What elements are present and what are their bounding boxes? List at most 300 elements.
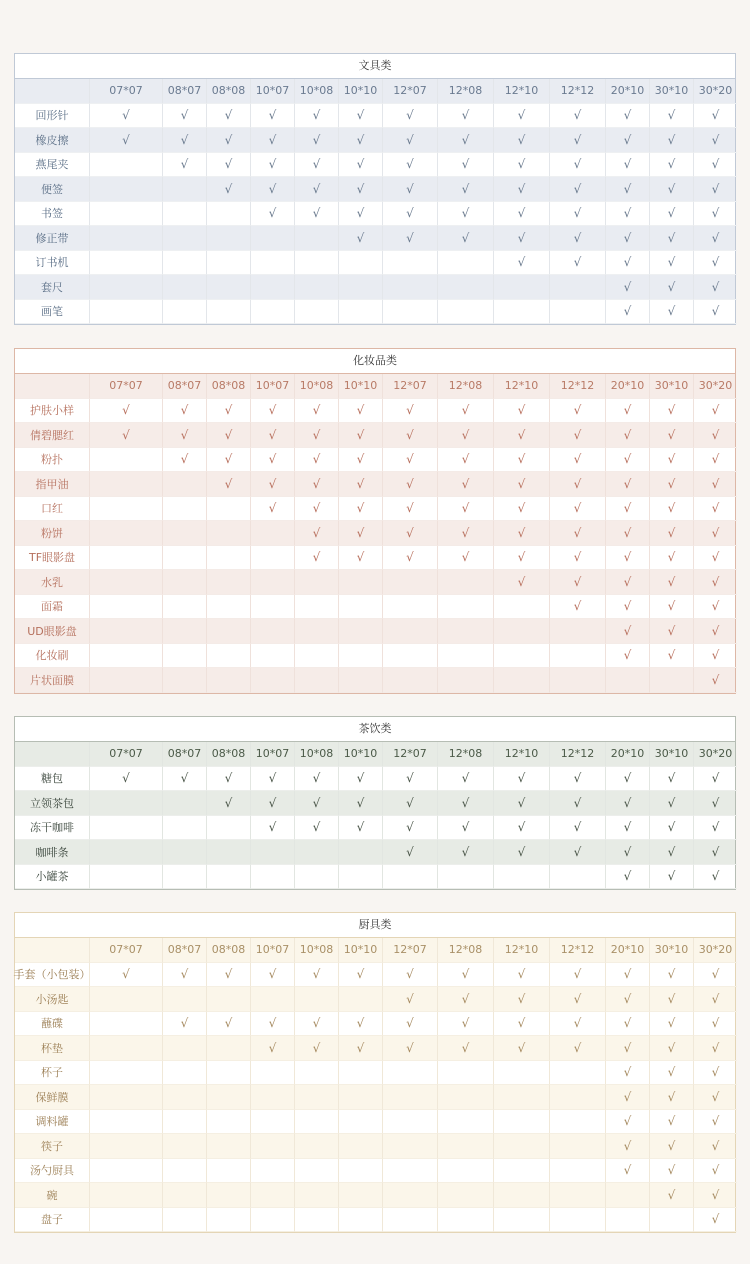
table-cell xyxy=(494,472,550,497)
table-cell xyxy=(163,987,207,1012)
check-mark: √ xyxy=(623,599,632,614)
check-mark: √ xyxy=(461,230,470,245)
table-cell xyxy=(438,1036,494,1061)
check-mark: √ xyxy=(667,230,676,245)
check-mark: √ xyxy=(623,795,632,810)
check-mark: √ xyxy=(667,476,676,491)
table-cell xyxy=(550,1012,606,1037)
table-cell xyxy=(694,865,737,890)
check-mark: √ xyxy=(356,525,365,540)
table-cell xyxy=(694,987,737,1012)
table-cell xyxy=(251,595,295,620)
table-cell xyxy=(207,521,251,546)
check-mark: √ xyxy=(573,967,582,982)
table-cell xyxy=(606,1012,650,1037)
table-cell xyxy=(207,202,251,227)
check-mark: √ xyxy=(623,1138,632,1153)
check-mark: √ xyxy=(711,403,720,418)
check-mark: √ xyxy=(667,795,676,810)
table-cell xyxy=(606,644,650,669)
size-header: 30*10 xyxy=(650,374,694,399)
check-mark: √ xyxy=(517,255,526,270)
table-row xyxy=(15,1012,735,1037)
table-cell xyxy=(606,1061,650,1086)
table-cell xyxy=(207,153,251,178)
table-row xyxy=(15,202,735,227)
table-cell xyxy=(90,1061,163,1086)
table-row xyxy=(15,1134,735,1159)
check-mark: √ xyxy=(406,1040,414,1055)
check-mark: √ xyxy=(623,501,632,516)
table-cell xyxy=(550,1036,606,1061)
table-row xyxy=(15,1061,735,1086)
check-mark: √ xyxy=(711,648,720,663)
table-cell xyxy=(295,791,339,816)
table-title: 化妆品类 xyxy=(15,349,735,374)
table-cell xyxy=(650,300,694,325)
table-cell xyxy=(438,865,494,890)
table-cell xyxy=(295,619,339,644)
table-cell xyxy=(606,570,650,595)
check-mark: √ xyxy=(573,820,582,835)
table-cell xyxy=(606,546,650,571)
table-cell xyxy=(163,521,207,546)
table-cell xyxy=(550,399,606,424)
table-cell xyxy=(251,1183,295,1208)
table-cell xyxy=(163,668,207,693)
table-cell xyxy=(383,1110,438,1135)
table-cell xyxy=(207,399,251,424)
table-cell xyxy=(438,767,494,792)
check-mark: √ xyxy=(623,108,632,123)
item-name: 书签 xyxy=(15,202,90,227)
table-cell xyxy=(494,1208,550,1233)
table-cell xyxy=(694,104,737,129)
item-name: 套尺 xyxy=(15,275,90,300)
check-mark: √ xyxy=(517,427,526,442)
size-header: 08*08 xyxy=(207,938,251,963)
table-cell xyxy=(383,153,438,178)
check-mark: √ xyxy=(623,181,632,196)
table-cell xyxy=(438,226,494,251)
table-cell xyxy=(207,1036,251,1061)
check-mark: √ xyxy=(623,476,632,491)
table-title: 厨具类 xyxy=(15,913,735,938)
header-row xyxy=(15,374,735,399)
table-cell xyxy=(295,987,339,1012)
check-mark: √ xyxy=(667,255,676,270)
check-mark: √ xyxy=(268,427,277,442)
check-mark: √ xyxy=(667,1040,676,1055)
size-header: 07*07 xyxy=(90,938,163,963)
table-cell xyxy=(650,644,694,669)
check-mark: √ xyxy=(573,476,582,491)
check-mark: √ xyxy=(461,1040,470,1055)
stationery-table xyxy=(14,53,736,325)
table-cell xyxy=(251,275,295,300)
check-mark: √ xyxy=(573,108,582,123)
table-cell xyxy=(90,1183,163,1208)
table-cell xyxy=(383,816,438,841)
table-cell xyxy=(90,791,163,816)
table-cell xyxy=(606,399,650,424)
table-cell xyxy=(494,202,550,227)
table-cell xyxy=(694,202,737,227)
table-cell xyxy=(694,1159,737,1184)
table-cell xyxy=(383,472,438,497)
table-cell xyxy=(438,128,494,153)
table-cell xyxy=(251,1061,295,1086)
table-row xyxy=(15,448,735,473)
size-header: 08*08 xyxy=(207,742,251,767)
table-cell xyxy=(295,767,339,792)
item-name: 指甲油 xyxy=(15,472,90,497)
check-mark: √ xyxy=(312,771,321,786)
table-cell xyxy=(207,595,251,620)
size-header: 08*07 xyxy=(163,374,207,399)
check-mark: √ xyxy=(667,1138,676,1153)
table-cell xyxy=(438,570,494,595)
size-header: 12*10 xyxy=(494,938,550,963)
table-cell xyxy=(90,1159,163,1184)
check-mark: √ xyxy=(711,795,720,810)
table-cell xyxy=(438,1061,494,1086)
table-cell xyxy=(383,1159,438,1184)
check-mark: √ xyxy=(224,967,233,982)
check-mark: √ xyxy=(406,795,414,810)
table-cell xyxy=(295,816,339,841)
table-cell xyxy=(383,300,438,325)
table-cell xyxy=(494,128,550,153)
size-header: 10*08 xyxy=(295,374,339,399)
table-cell xyxy=(383,104,438,129)
table-cell xyxy=(494,423,550,448)
table-cell xyxy=(339,1208,383,1233)
table-cell xyxy=(207,1159,251,1184)
item-name: 蘸碟 xyxy=(15,1012,90,1037)
table-cell xyxy=(550,251,606,276)
table-cell xyxy=(606,472,650,497)
check-mark: √ xyxy=(461,820,470,835)
table-cell xyxy=(694,521,737,546)
table-cell xyxy=(251,865,295,890)
check-mark: √ xyxy=(623,157,632,172)
check-mark: √ xyxy=(406,452,414,467)
check-mark: √ xyxy=(711,844,720,859)
table-cell xyxy=(339,1159,383,1184)
check-mark: √ xyxy=(711,1016,720,1031)
size-header: 30*10 xyxy=(650,742,694,767)
table-cell xyxy=(650,472,694,497)
table-cell xyxy=(90,619,163,644)
table-cell xyxy=(438,546,494,571)
table-row xyxy=(15,668,735,693)
table-cell xyxy=(606,275,650,300)
table-cell xyxy=(606,226,650,251)
check-mark: √ xyxy=(667,157,676,172)
check-mark: √ xyxy=(517,820,526,835)
check-mark: √ xyxy=(312,427,321,442)
check-mark: √ xyxy=(711,991,720,1006)
table-cell xyxy=(251,128,295,153)
check-mark: √ xyxy=(180,132,189,147)
check-mark: √ xyxy=(623,1040,632,1055)
check-mark: √ xyxy=(312,157,321,172)
table-row xyxy=(15,963,735,988)
size-header: 30*20 xyxy=(694,374,737,399)
check-mark: √ xyxy=(667,623,676,638)
header-row xyxy=(15,938,735,963)
check-mark: √ xyxy=(573,599,582,614)
table-cell xyxy=(438,1085,494,1110)
check-mark: √ xyxy=(573,427,582,442)
table-cell xyxy=(650,1208,694,1233)
check-mark: √ xyxy=(711,1187,720,1202)
table-cell xyxy=(650,963,694,988)
table-cell xyxy=(383,546,438,571)
table-cell xyxy=(207,104,251,129)
item-name: 画笔 xyxy=(15,300,90,325)
table-cell xyxy=(163,1134,207,1159)
table-cell xyxy=(163,202,207,227)
table-cell xyxy=(251,177,295,202)
table-cell xyxy=(163,570,207,595)
check-mark: √ xyxy=(711,1040,720,1055)
table-cell xyxy=(494,497,550,522)
check-mark: √ xyxy=(517,844,526,859)
table-cell xyxy=(494,595,550,620)
table-cell xyxy=(694,251,737,276)
table-cell xyxy=(383,177,438,202)
table-cell xyxy=(650,816,694,841)
check-mark: √ xyxy=(461,157,470,172)
check-mark: √ xyxy=(623,206,632,221)
table-cell xyxy=(163,275,207,300)
check-mark: √ xyxy=(667,427,676,442)
table-cell xyxy=(339,1036,383,1061)
table-cell xyxy=(383,1061,438,1086)
table-row xyxy=(15,987,735,1012)
table-cell xyxy=(251,104,295,129)
check-mark: √ xyxy=(356,795,365,810)
table-cell xyxy=(383,644,438,669)
table-cell xyxy=(207,987,251,1012)
check-mark: √ xyxy=(356,967,365,982)
check-mark: √ xyxy=(667,844,676,859)
check-mark: √ xyxy=(180,427,189,442)
table-cell xyxy=(650,865,694,890)
table-cell xyxy=(494,1036,550,1061)
table-cell xyxy=(251,668,295,693)
table-cell xyxy=(90,177,163,202)
check-mark: √ xyxy=(573,574,582,589)
table-cell xyxy=(163,1012,207,1037)
table-cell xyxy=(251,840,295,865)
check-mark: √ xyxy=(573,991,582,1006)
table-cell xyxy=(90,963,163,988)
table-cell xyxy=(494,865,550,890)
check-mark: √ xyxy=(711,476,720,491)
table-cell xyxy=(383,963,438,988)
table-cell xyxy=(339,816,383,841)
table-cell xyxy=(550,104,606,129)
table-row xyxy=(15,497,735,522)
size-header: 07*07 xyxy=(90,742,163,767)
size-header: 12*07 xyxy=(383,79,438,104)
check-mark: √ xyxy=(667,1016,676,1031)
check-mark: √ xyxy=(517,181,526,196)
table-cell xyxy=(251,226,295,251)
table-cell xyxy=(90,987,163,1012)
check-mark: √ xyxy=(312,820,321,835)
check-mark: √ xyxy=(122,108,130,123)
check-mark: √ xyxy=(623,623,632,638)
check-mark: √ xyxy=(268,820,277,835)
table-cell xyxy=(207,1012,251,1037)
check-mark: √ xyxy=(224,403,233,418)
table-cell xyxy=(606,1036,650,1061)
table-cell xyxy=(339,202,383,227)
check-mark: √ xyxy=(667,525,676,540)
check-mark: √ xyxy=(573,844,582,859)
table-row xyxy=(15,546,735,571)
check-mark: √ xyxy=(268,501,277,516)
table-cell xyxy=(438,1134,494,1159)
check-mark: √ xyxy=(623,771,632,786)
size-header: 12*08 xyxy=(438,79,494,104)
table-cell xyxy=(339,104,383,129)
check-mark: √ xyxy=(461,771,470,786)
table-cell xyxy=(339,865,383,890)
table-cell xyxy=(650,1085,694,1110)
table-cell xyxy=(650,399,694,424)
table-cell xyxy=(90,423,163,448)
table-row xyxy=(15,399,735,424)
check-mark: √ xyxy=(224,157,233,172)
check-mark: √ xyxy=(356,427,365,442)
check-mark: √ xyxy=(517,452,526,467)
table-cell xyxy=(438,1183,494,1208)
check-mark: √ xyxy=(711,623,720,638)
table-cell xyxy=(207,767,251,792)
table-cell xyxy=(339,251,383,276)
item-name: 立领茶包 xyxy=(15,791,90,816)
table-cell xyxy=(494,399,550,424)
table-row xyxy=(15,644,735,669)
table-cell xyxy=(163,251,207,276)
table-cell xyxy=(383,1012,438,1037)
check-mark: √ xyxy=(711,304,720,319)
table-cell xyxy=(694,644,737,669)
table-cell xyxy=(550,153,606,178)
table-row xyxy=(15,521,735,546)
table-cell xyxy=(90,275,163,300)
table-cell xyxy=(383,767,438,792)
check-mark: √ xyxy=(224,132,233,147)
table-cell xyxy=(550,1159,606,1184)
check-mark: √ xyxy=(573,132,582,147)
table-cell xyxy=(251,570,295,595)
table-cell xyxy=(90,521,163,546)
check-mark: √ xyxy=(711,1065,720,1080)
check-mark: √ xyxy=(180,1016,189,1031)
table-cell xyxy=(295,472,339,497)
check-mark: √ xyxy=(268,771,277,786)
check-mark: √ xyxy=(667,1163,676,1178)
size-header: 10*07 xyxy=(251,79,295,104)
check-mark: √ xyxy=(573,181,582,196)
table-cell xyxy=(694,497,737,522)
check-mark: √ xyxy=(711,771,720,786)
table-cell xyxy=(163,497,207,522)
check-mark: √ xyxy=(312,132,321,147)
table-cell xyxy=(339,300,383,325)
table-cell xyxy=(163,104,207,129)
table-cell xyxy=(90,668,163,693)
table-title: 茶饮类 xyxy=(15,717,735,742)
table-row xyxy=(15,1159,735,1184)
table-cell xyxy=(694,300,737,325)
table-cell xyxy=(295,226,339,251)
table-cell xyxy=(383,1208,438,1233)
check-mark: √ xyxy=(573,550,582,565)
table-cell xyxy=(550,546,606,571)
table-cell xyxy=(694,1208,737,1233)
table-cell xyxy=(550,177,606,202)
table-cell xyxy=(494,1061,550,1086)
size-header: 10*10 xyxy=(339,938,383,963)
size-header: 12*10 xyxy=(494,742,550,767)
table-cell xyxy=(383,202,438,227)
table-cell xyxy=(694,423,737,448)
check-mark: √ xyxy=(623,844,632,859)
size-header: 10*08 xyxy=(295,938,339,963)
table-cell xyxy=(383,448,438,473)
table-body xyxy=(15,938,735,1232)
table-cell xyxy=(207,963,251,988)
table-cell xyxy=(438,497,494,522)
table-cell xyxy=(550,963,606,988)
check-mark: √ xyxy=(711,279,720,294)
table-cell xyxy=(650,202,694,227)
table-cell xyxy=(438,1110,494,1135)
table-cell xyxy=(606,1110,650,1135)
table-cell xyxy=(90,546,163,571)
table-cell xyxy=(339,177,383,202)
table-cell xyxy=(251,1208,295,1233)
table-cell xyxy=(251,1036,295,1061)
check-mark: √ xyxy=(711,157,720,172)
check-mark: √ xyxy=(573,1016,582,1031)
table-cell xyxy=(494,104,550,129)
table-cell xyxy=(494,840,550,865)
table-cell xyxy=(650,1036,694,1061)
table-cell xyxy=(90,472,163,497)
size-header: 10*07 xyxy=(251,374,295,399)
table-cell xyxy=(494,1134,550,1159)
header-corner xyxy=(15,79,90,104)
check-mark: √ xyxy=(667,279,676,294)
table-cell xyxy=(650,767,694,792)
table-cell xyxy=(650,668,694,693)
check-mark: √ xyxy=(356,452,365,467)
check-mark: √ xyxy=(268,403,277,418)
size-header: 30*10 xyxy=(650,938,694,963)
check-mark: √ xyxy=(667,1114,676,1129)
check-mark: √ xyxy=(406,991,414,1006)
table-cell xyxy=(494,300,550,325)
check-mark: √ xyxy=(312,108,321,123)
